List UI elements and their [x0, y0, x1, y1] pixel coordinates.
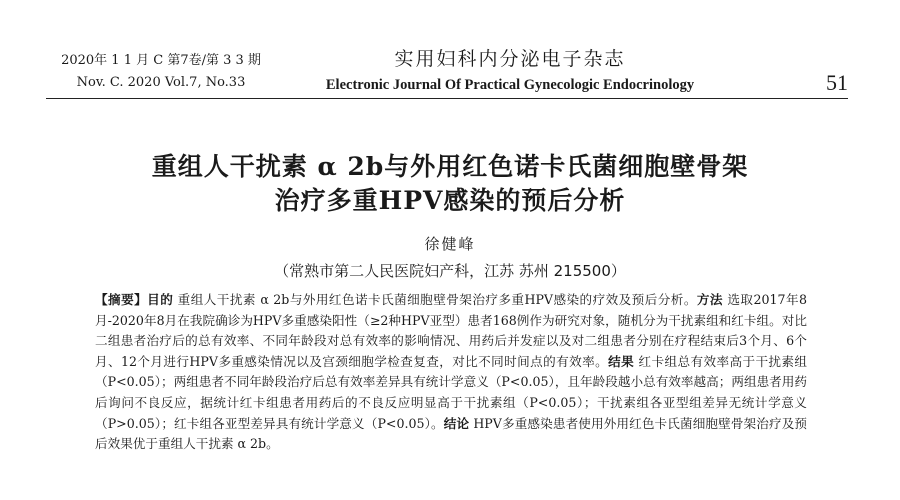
page-number: 51	[826, 70, 848, 95]
journal-title-cn: 实用妇科内分泌电子杂志	[394, 48, 626, 70]
methods-text: 选取2017年8月-2020年8月在我院确诊为HPV多重感染阳性（≥2种HPV亚型）患者168例作为研究对象，随机分为干扰素组和红卡组。对比二组患者治疗后的总有效率、不同年龄段对总有效率的影响情况、用药后并发症以及对二组患者分别在疗程结束后3个月、6个月、12个月进行HPV多重感染情况以及宫颈细胞学检查复查，对比不同时间点的有效率。	[95, 292, 808, 369]
conclusion-text: HPV多重感染患者使用外用红色卡氏菌细胞壁骨架治疗及预后效果优于重组人干扰素 α 2b。	[95, 415, 807, 452]
article-title	[0, 150, 900, 218]
issue-en: Nov. C. 2020 Vol.7, No.33	[76, 75, 246, 90]
issue-cn: 2020年 1 1 月 C 第7卷/第 3 3 期	[61, 53, 261, 68]
abstract-label: 【摘要】	[95, 292, 148, 307]
conclusion-label: 结论	[443, 415, 470, 431]
journal-title-en: Electronic Journal Of Practical Gynecologic Endocrinology	[325, 77, 695, 93]
results-label: 结果	[608, 353, 635, 369]
results-text: 红卡组总有效率高于干扰素组（P<0.05）；两组患者不同年龄段治疗后总有效率差异具有统计学意义（P<0.05），且年龄段越小总有效率越高；两组患者用药后询问不良反应，据统计红卡组患者用药后的不良反应明显高于干扰素组（P<0.05）；干扰素组各亚型组差异无统计学意义（P>0.05）；红卡组各亚型差异具有统计学意义（P<0.05）。	[95, 353, 808, 431]
journal-masthead	[280, 46, 740, 96]
author-affiliation: （常熟市第二人民医院妇产科，江苏 苏州 215500）	[274, 262, 626, 280]
issue-info	[46, 50, 276, 94]
author-name: 徐健峰	[424, 235, 476, 253]
title-line-2: 治疗多重HPV感染的预后分析	[274, 186, 626, 215]
methods-label: 方法	[696, 292, 723, 307]
objective-label: 目的	[147, 292, 174, 307]
title-line-1: 重组人干扰素 α 2b与外用红色诺卡氏菌细胞壁骨架	[151, 152, 749, 181]
objective-text: 重组人干扰素 α 2b与外用红色诺卡氏菌细胞壁骨架治疗多重HPV感染的疗效及预后分析。	[173, 292, 697, 307]
abstract-body	[95, 290, 807, 455]
header-rule	[46, 98, 848, 99]
